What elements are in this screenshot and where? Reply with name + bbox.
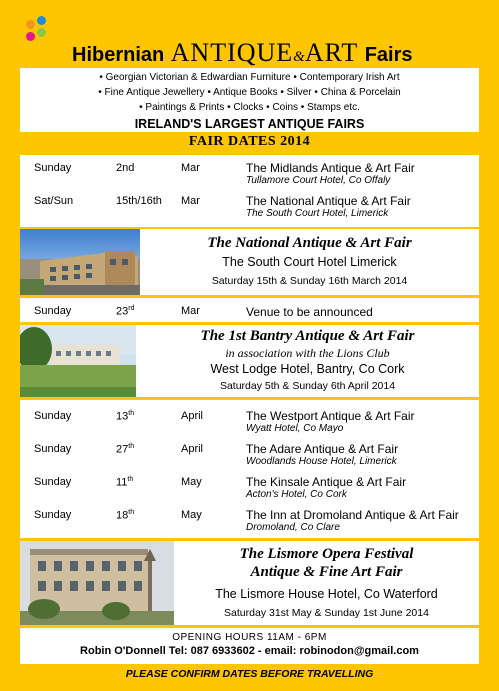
green-dot-icon bbox=[37, 28, 46, 37]
footer bbox=[20, 628, 479, 664]
feature-national bbox=[20, 229, 479, 295]
row-venue: Venue to be announced bbox=[246, 305, 373, 319]
row-date bbox=[116, 305, 134, 318]
row-fair-name: The Inn at Dromoland Antique & Art Fair bbox=[246, 508, 459, 522]
row-venue: Woodlands House Hotel, Limerick bbox=[246, 456, 397, 467]
page-title bbox=[72, 38, 413, 68]
largest-fairs-banner: IRELAND'S LARGEST ANTIQUE FAIRS bbox=[134, 117, 365, 131]
feature-title-2: Antique & Fine Art Fair bbox=[250, 564, 403, 580]
row-fair-name: The Westport Antique & Art Fair bbox=[246, 409, 415, 423]
row-date: 2nd bbox=[116, 162, 135, 174]
feature-title-1: The Lismore Opera Festival bbox=[239, 546, 414, 562]
row-venue: Dromoland, Co Clare bbox=[246, 522, 340, 533]
features-line-3: • Paintings & Prints • Clocks • Coins • Stamps etc. bbox=[139, 102, 360, 113]
feature-hotel: West Lodge Hotel, Bantry, Co Cork bbox=[210, 362, 405, 376]
row-day: Sunday bbox=[34, 443, 72, 455]
opening-hours: OPENING HOURS 11AM - 6PM bbox=[172, 632, 327, 643]
feature-bantry bbox=[20, 325, 479, 397]
row-fair-name: The Kinsale Antique & Art Fair bbox=[246, 475, 407, 489]
row-day: Sunday bbox=[34, 509, 72, 521]
row-date bbox=[116, 509, 134, 522]
row-date bbox=[116, 410, 134, 423]
row-fair-name: The Adare Antique & Art Fair bbox=[246, 442, 399, 456]
title-amp: & bbox=[293, 49, 305, 65]
feature-dates: Saturday 5th & Sunday 6th April 2014 bbox=[219, 380, 396, 392]
feature-title: The 1st Bantry Antique & Art Fair bbox=[200, 328, 415, 344]
features-line-2: • Fine Antique Jewellery • Antique Books • Silver • China & Porcelain bbox=[98, 87, 401, 98]
row-date-number: 11 bbox=[116, 476, 128, 489]
row-month: Mar bbox=[181, 305, 200, 317]
row-day: Sat/Sun bbox=[34, 195, 74, 207]
dates-group-2 bbox=[20, 400, 479, 538]
row-day: Sunday bbox=[34, 410, 72, 422]
feature-dates: Saturday 15th & Sunday 16th March 2014 bbox=[211, 275, 408, 287]
feature-hotel: The South Court Hotel Limerick bbox=[222, 255, 397, 269]
row-day: Sunday bbox=[34, 162, 72, 174]
feature-title: The National Antique & Art Fair bbox=[207, 235, 412, 251]
fair-dates-heading: FAIR DATES 2014 bbox=[188, 134, 311, 149]
contact-details: Robin O'Donnell Tel: 087 6933602 - email: robinodon@gmail.com bbox=[80, 645, 419, 657]
west-lodge-hotel-photo bbox=[20, 325, 136, 397]
row-fair-name: The Midlands Antique & Art Fair bbox=[246, 161, 415, 175]
feature-lismore bbox=[20, 541, 479, 625]
title-fairs: Fairs bbox=[364, 44, 413, 66]
confirm-dates-notice: PLEASE CONFIRM DATES BEFORE TRAVELLING bbox=[125, 668, 374, 680]
row-date-suffix: rd bbox=[128, 305, 135, 312]
row-date bbox=[116, 443, 134, 456]
row-date: 15th/16th bbox=[116, 195, 162, 207]
logo-dots-icon bbox=[24, 14, 68, 58]
orange-dot-icon bbox=[26, 20, 35, 29]
row-date-number: 23 bbox=[116, 305, 129, 318]
header bbox=[20, 8, 479, 66]
dates-group-1 bbox=[20, 155, 479, 227]
row-month: April bbox=[181, 443, 204, 455]
row-venue: The South Court Hotel, Limerick bbox=[246, 208, 389, 219]
row-date-number: 27 bbox=[116, 443, 129, 456]
row-date-number: 13 bbox=[116, 410, 129, 423]
title-hibernian: Hibernian bbox=[72, 44, 165, 66]
row-month: Mar bbox=[181, 162, 200, 174]
row-venue: Wyatt Hotel, Co Mayo bbox=[246, 423, 344, 434]
blue-dot-icon bbox=[37, 16, 46, 25]
dates-group-23 bbox=[20, 298, 479, 322]
features-box bbox=[20, 68, 479, 132]
row-date-suffix: th bbox=[128, 443, 135, 450]
lismore-house-hotel-photo bbox=[20, 541, 174, 625]
row-date-suffix: th bbox=[128, 509, 135, 516]
south-court-hotel-photo bbox=[20, 229, 140, 295]
row-month: May bbox=[181, 509, 202, 521]
row-date-number: 18 bbox=[116, 509, 129, 522]
pink-dot-icon bbox=[26, 32, 35, 41]
feature-subtitle: in association with the Lions Club bbox=[225, 346, 390, 360]
row-month: Mar bbox=[181, 195, 200, 207]
row-date bbox=[116, 476, 133, 489]
feature-hotel: The Lismore House Hotel, Co Waterford bbox=[215, 587, 438, 601]
row-date-suffix: th bbox=[128, 410, 135, 417]
row-date-suffix: th bbox=[127, 476, 134, 483]
row-venue: Acton's Hotel, Co Cork bbox=[246, 489, 347, 500]
row-fair-name: The National Antique & Art Fair bbox=[246, 194, 411, 208]
row-day: Sunday bbox=[34, 305, 72, 317]
row-day: Sunday bbox=[34, 476, 72, 488]
title-antique: ANTIQUE bbox=[170, 38, 294, 67]
row-month: May bbox=[181, 476, 202, 488]
title-art: ART bbox=[304, 38, 359, 67]
row-month: April bbox=[181, 410, 204, 422]
feature-dates: Saturday 31st May & Sunday 1st June 2014 bbox=[224, 607, 429, 619]
features-line-1: • Georgian Victorian & Edwardian Furniture • Contemporary Irish Art bbox=[99, 72, 400, 83]
row-venue: Tullamore Court Hotel, Co Offaly bbox=[246, 175, 391, 186]
